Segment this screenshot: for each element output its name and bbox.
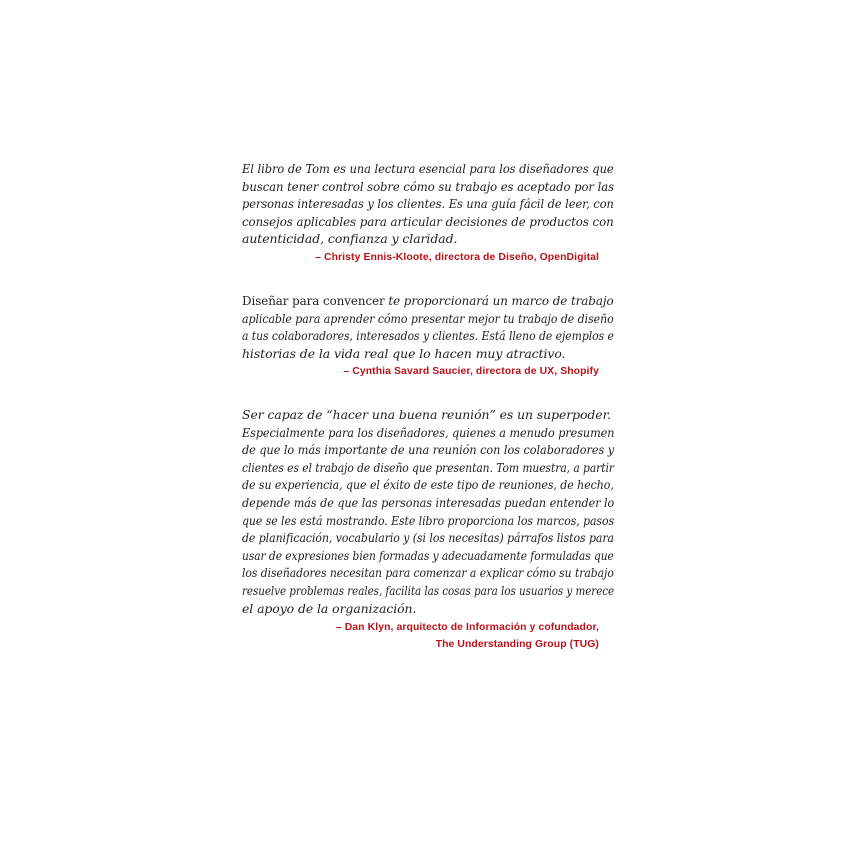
quote-line: Especialmente para los diseñadores, quienes a menudo presumen [242,424,615,440]
quote-line: a tus colaboradores, interesados y clientes. Está lleno de ejemplos e [242,328,614,344]
quote-line: historias de la vida real que lo hacen muy atractivo. [242,345,566,361]
quote-line: los diseñadores necesitan para comenzar a explicar cómo su trabajo [242,565,614,581]
book-title: Diseñar para convencer [242,293,385,308]
quote-line-first [242,292,614,310]
quote-line: buscan tener control sobre cómo su trabajo es aceptado por las [242,178,615,194]
quote-line-rest: te proporcionará un marco de trabajo [384,293,614,308]
testimonial-ennis-kloote [242,160,614,266]
quote-line: Ser capaz de “hacer una buena reunión” es un superpoder. [242,407,611,422]
quote-line: de planificación, vocabulario y (si los necesitas) párrafos listos para [242,530,614,546]
quote-line: el apoyo de la organización. [242,600,417,616]
quote-line: consejos aplicables para articular decisiones de productos con [242,213,614,229]
attribution: – Dan Klyn, arquitecto de Información y cofundador, [335,622,599,634]
testimonial-savard-saucier [242,292,614,380]
quote-line: El libro de Tom es una lectura esencial para los diseñadores que [242,161,614,176]
quote-line: depende más de que las personas interesadas puedan entender lo [242,494,615,510]
quote-line: que se les está mostrando. Este libro proporciona los marcos, pasos [242,512,615,528]
attribution: – Cynthia Savard Saucier, directora de UX, Shopify [343,366,599,378]
attribution-continued: The Understanding Group (TUG) [435,639,599,651]
quote-line: usar de expresiones bien formadas y adecuadamente formuladas que [242,547,614,563]
quote-line: de su experiencia, que el éxito de este tipo de reuniones, de hecho, [242,477,614,493]
testimonial-klyn [242,406,614,653]
quote-line: resuelve problemas reales, facilita las cosas para los usuarios y merece [242,582,615,598]
quote-line: clientes es el trabajo de diseño que presentan. Tom muestra, a partir [242,459,614,475]
quote-line: personas interesadas y los clientes. Es una guía fácil de leer, con [242,196,614,212]
quote-line: autenticidad, confianza y claridad. [242,231,458,247]
quote-line: de que lo más importante de una reunión con los colaboradores y [242,442,615,458]
quote-line: aplicable para aprender cómo presentar mejor tu trabajo de diseño [242,310,614,326]
attribution: – Christy Ennis-Kloote, directora de Diseño, OpenDigital [315,251,599,263]
